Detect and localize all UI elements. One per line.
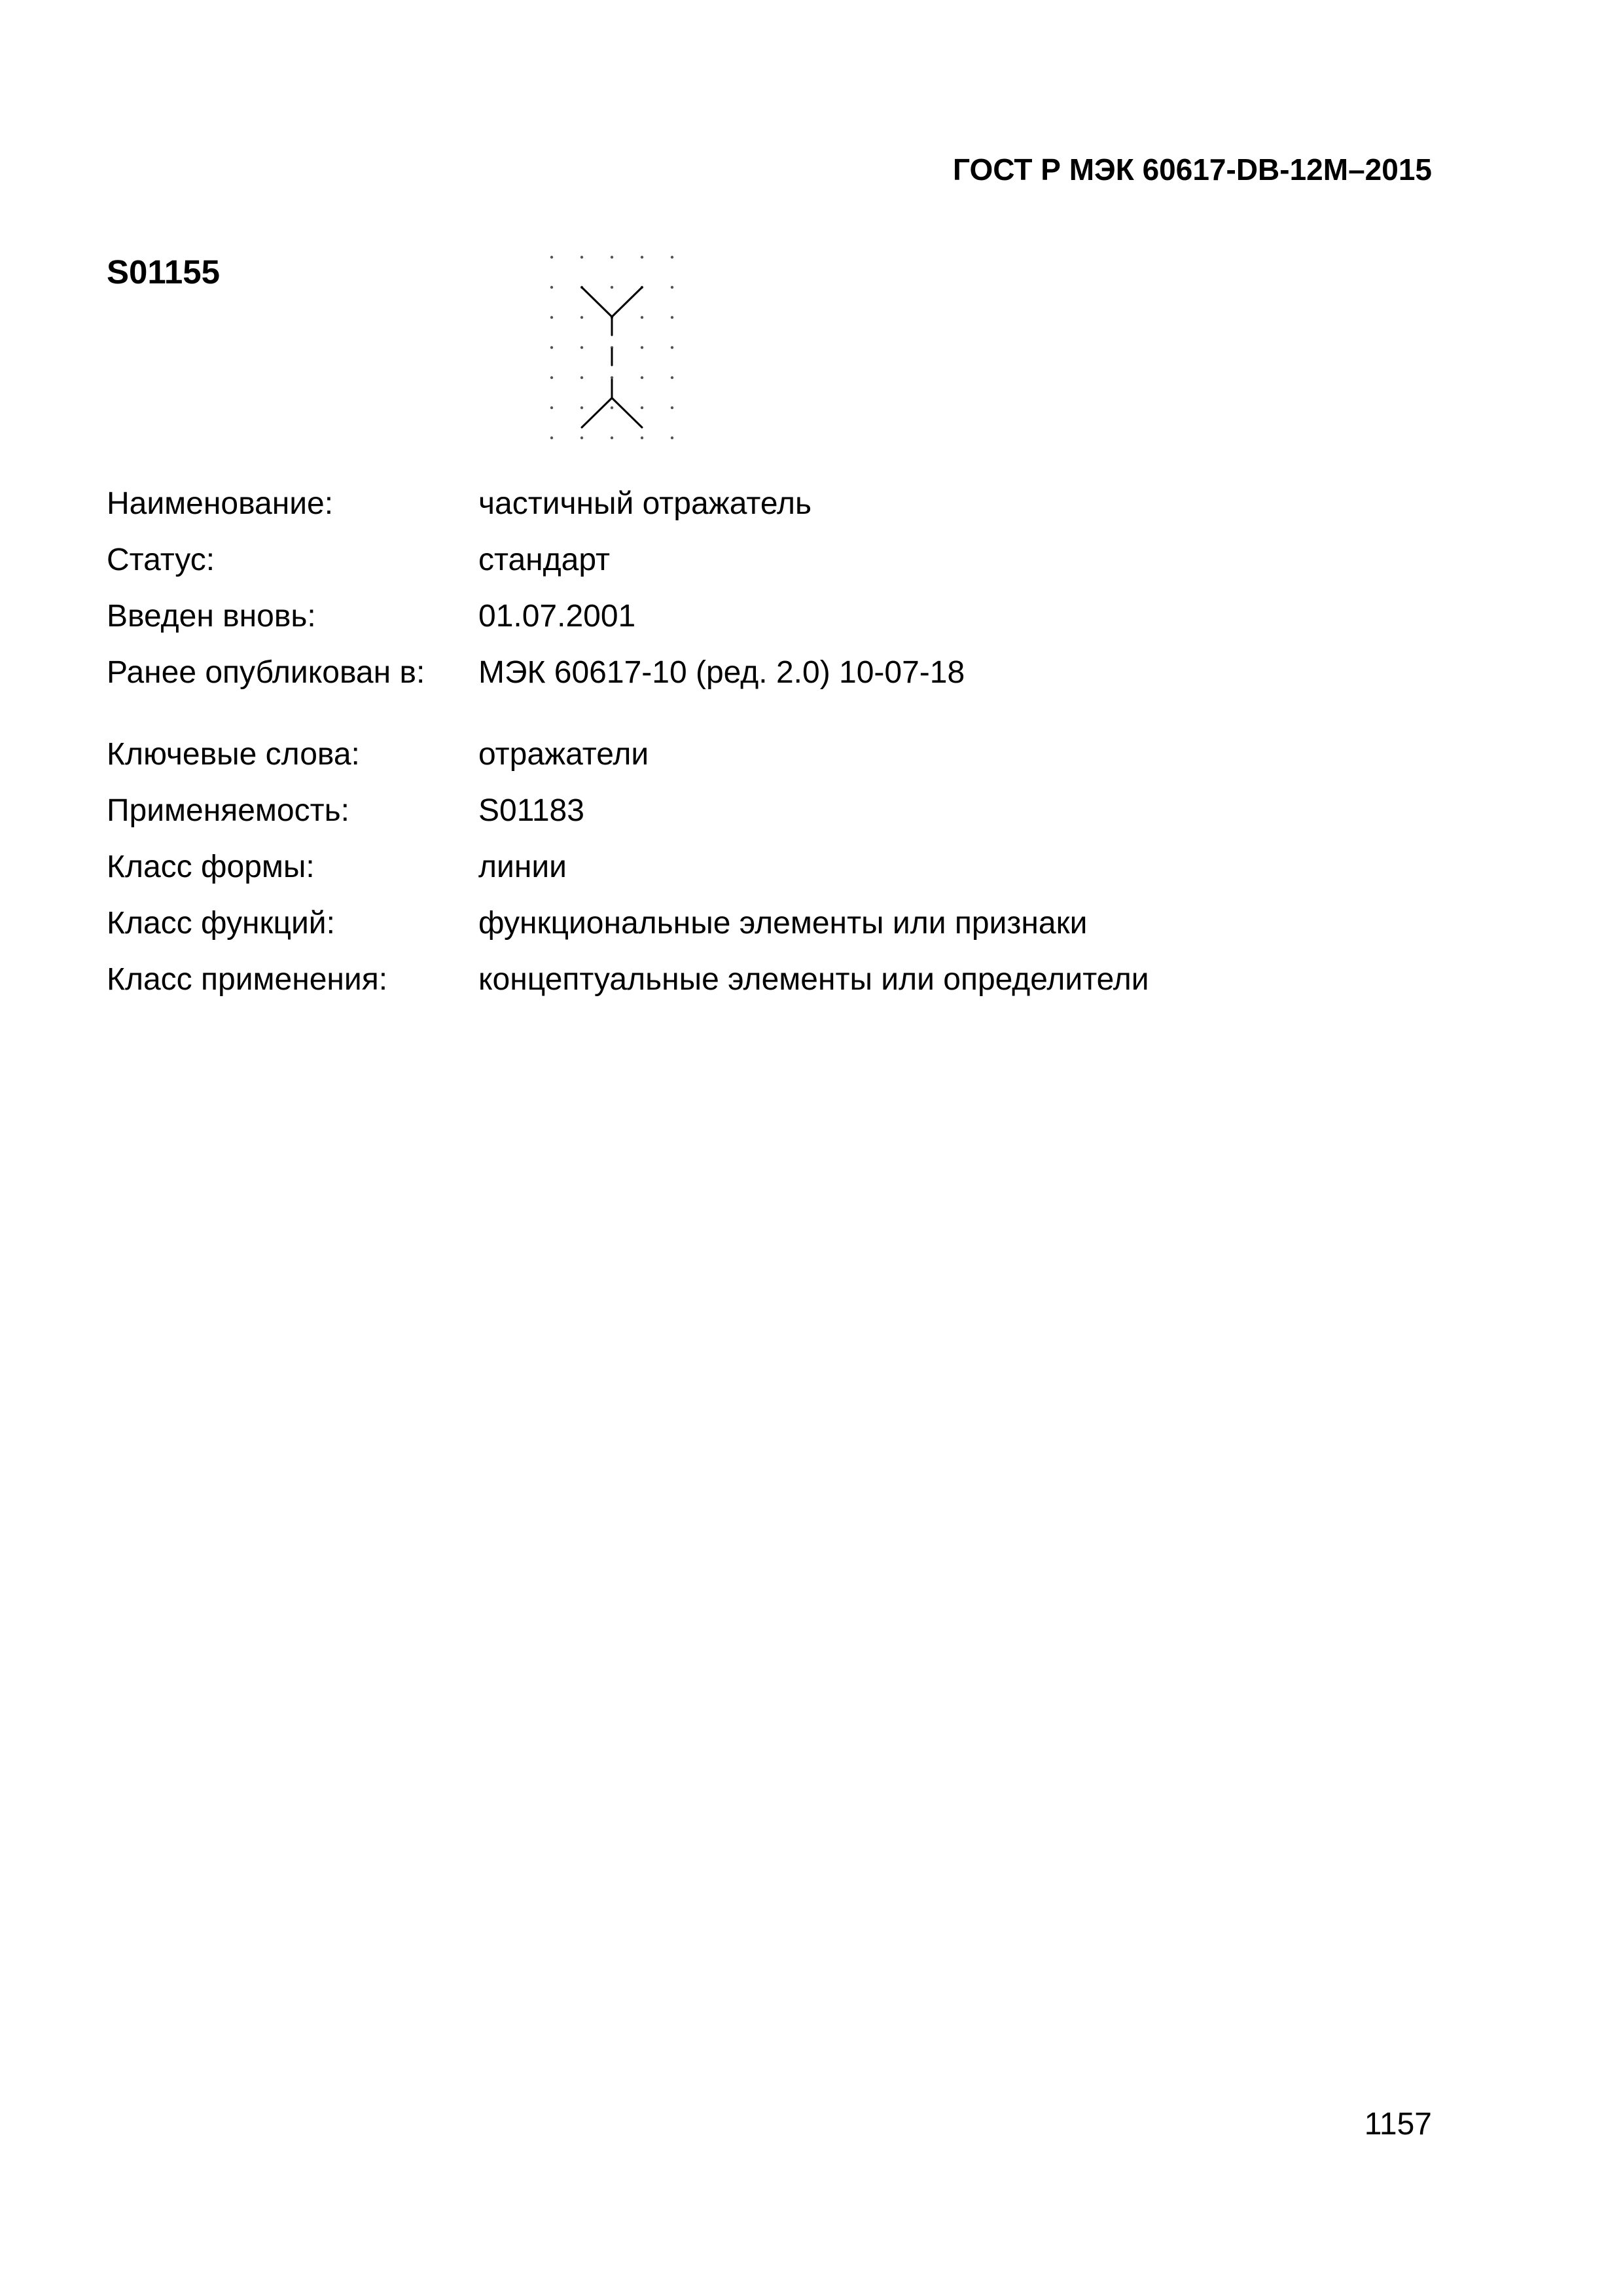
property-row-applicability — [107, 791, 1481, 848]
grid-dot — [641, 316, 643, 319]
upper-left-branch — [582, 287, 612, 317]
property-label: Статус: — [107, 543, 215, 577]
symbol-grid-dots — [550, 256, 673, 439]
property-label: Введен вновь: — [107, 599, 316, 634]
grid-dot — [550, 346, 553, 349]
property-value: отражатели — [478, 737, 649, 772]
property-label: Класс функций: — [107, 906, 335, 941]
grid-dot — [641, 376, 643, 379]
grid-dot — [641, 346, 643, 349]
grid-dot — [611, 437, 613, 439]
property-label: Класс применения: — [107, 962, 388, 997]
symbol-properties — [107, 484, 1481, 1016]
property-value: S01183 — [478, 793, 584, 828]
grid-dot — [671, 406, 673, 409]
grid-dot — [550, 256, 553, 259]
grid-dot — [580, 406, 583, 409]
property-row-application-class — [107, 960, 1481, 1016]
grid-dot — [671, 346, 673, 349]
property-row-published-in — [107, 653, 1481, 709]
lower-right-branch — [612, 398, 642, 427]
property-row-function-class — [107, 904, 1481, 960]
property-value: концептуальные элементы или определители — [478, 962, 1149, 997]
property-value: частичный отражатель — [478, 486, 812, 521]
property-value: 01.07.2001 — [478, 599, 636, 634]
grid-dot — [671, 256, 673, 259]
grid-dot — [550, 316, 553, 319]
grid-dot — [611, 256, 613, 259]
grid-dot — [671, 437, 673, 439]
grid-dot — [580, 376, 583, 379]
grid-dot — [671, 316, 673, 319]
property-row-name — [107, 484, 1481, 541]
property-value: стандарт — [478, 543, 610, 577]
partial-reflector-symbol-graphic — [546, 252, 694, 465]
grid-dot — [580, 437, 583, 439]
property-row-shape-class — [107, 848, 1481, 904]
grid-dot — [611, 406, 613, 409]
page-number: 1157 — [1364, 2107, 1432, 2142]
grid-dot — [580, 346, 583, 349]
grid-dot — [671, 286, 673, 289]
grid-dot — [641, 406, 643, 409]
grid-dot — [611, 286, 613, 289]
grid-dot — [641, 256, 643, 259]
lower-left-branch — [582, 398, 612, 427]
property-label: Ключевые слова: — [107, 737, 360, 772]
symbol-id: S01155 — [107, 253, 221, 291]
grid-dot — [550, 286, 553, 289]
grid-dot — [671, 376, 673, 379]
property-row-status — [107, 541, 1481, 597]
grid-dot — [580, 256, 583, 259]
property-value: МЭК 60617-10 (ред. 2.0) 10-07-18 — [478, 655, 965, 690]
grid-dot — [550, 437, 553, 439]
property-value: линии — [478, 850, 567, 884]
property-label: Ранее опубликован в: — [107, 655, 425, 690]
property-label: Класс формы: — [107, 850, 315, 884]
property-row-introduced — [107, 597, 1481, 653]
upper-right-branch — [612, 287, 642, 317]
property-label: Применяемость: — [107, 793, 349, 828]
property-row-keywords — [107, 735, 1481, 791]
property-label: Наименование: — [107, 486, 334, 521]
standard-code-header: ГОСТ Р МЭК 60617-DB-12M–2015 — [953, 152, 1432, 187]
grid-dot — [580, 316, 583, 319]
grid-dot — [641, 437, 643, 439]
grid-dot — [550, 406, 553, 409]
property-value: функциональные элементы или признаки — [478, 906, 1088, 941]
grid-dot — [550, 376, 553, 379]
